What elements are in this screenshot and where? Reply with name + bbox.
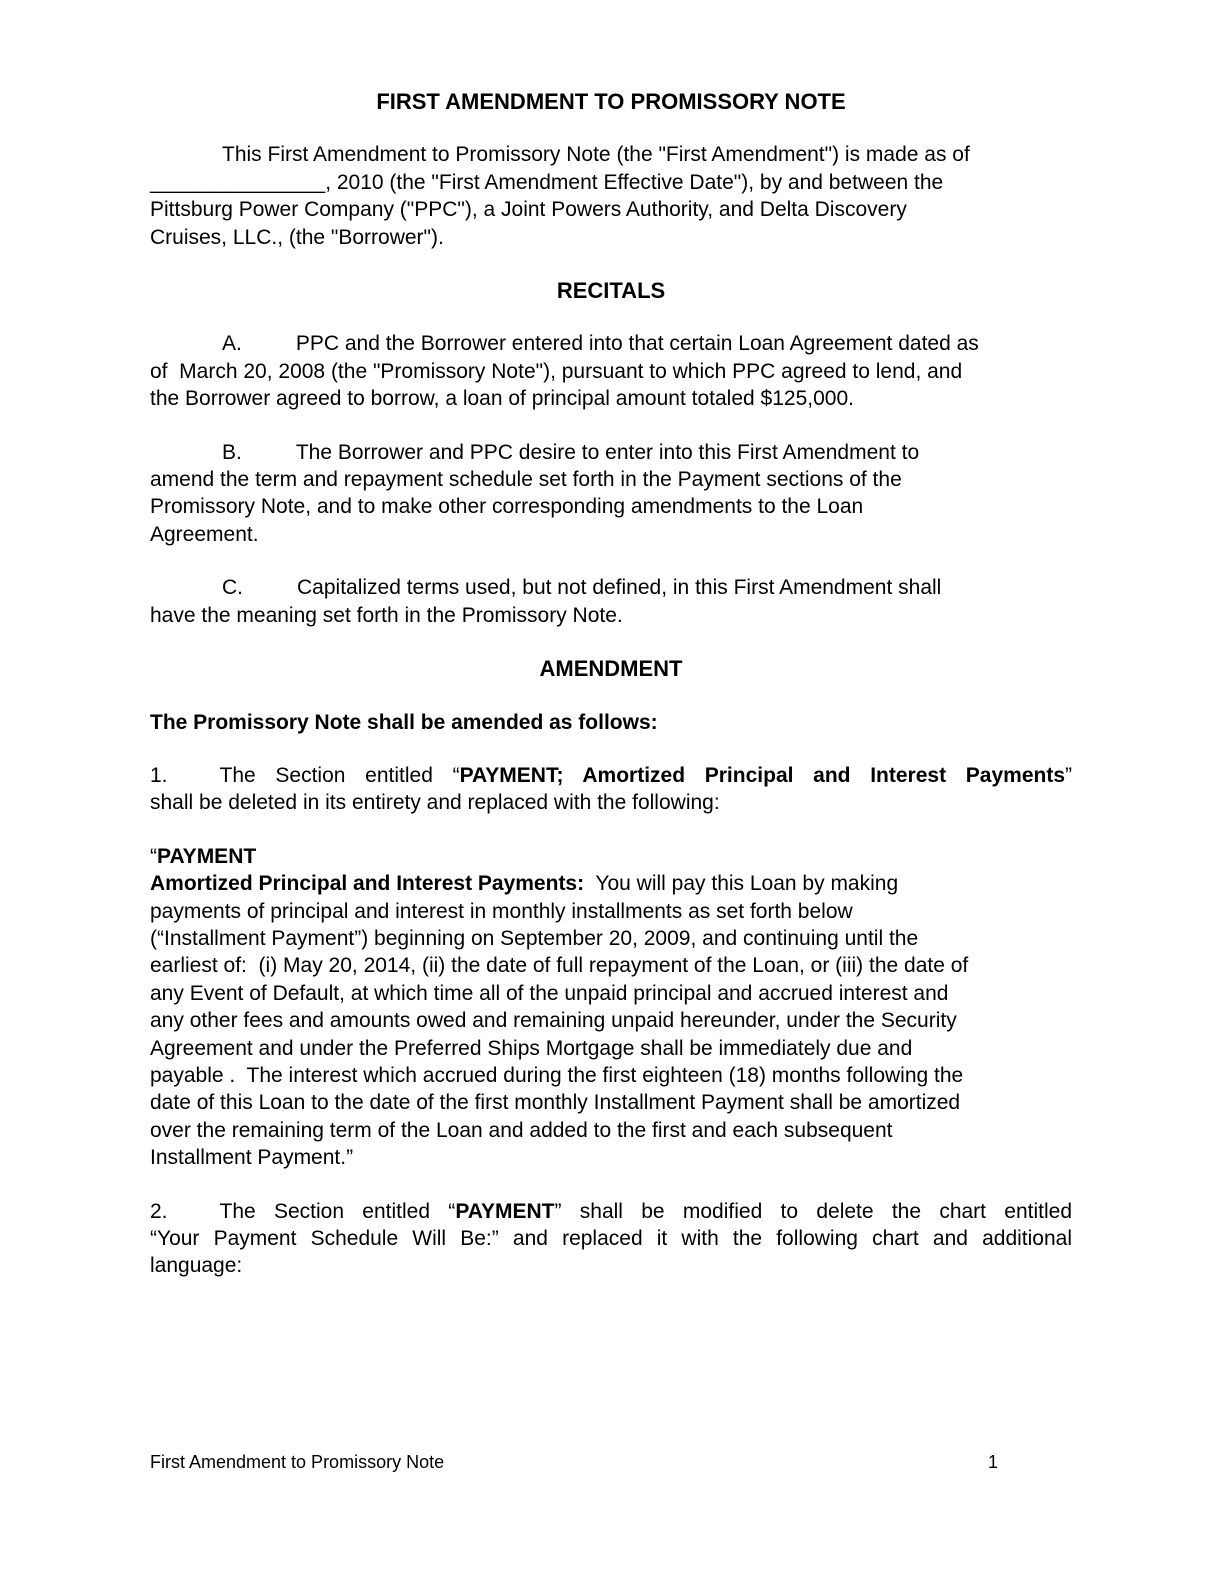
recital-a-text: PPC and the Borrower entered into that certain Loan Agreement dated as (295, 332, 979, 356)
item-1-bold-text: PAYMENT; Amortized Principal and Interest Payments (459, 763, 1065, 787)
recital-b-label: B. (222, 440, 242, 464)
text-line: Pittsburg Power Company ("PPC"), a Joint Powers Authority, and Delta Discovery (150, 198, 907, 222)
recital-a-label: A. (222, 332, 242, 356)
text-line: (“Installment Payment”) beginning on September 20, 2009, and continuing until the (150, 926, 919, 950)
text-line: Cruises, LLC., (the "Borrower"). (150, 225, 444, 249)
item-2-bold-text: PAYMENT (455, 1199, 555, 1223)
text-line: shall be deleted in its entirety and replaced with the following: (150, 791, 720, 815)
recital-c (150, 574, 1072, 629)
text-line (150, 330, 1072, 357)
recitals-heading: RECITALS (556, 278, 666, 304)
text-line: date of this Loan to the date of the first monthly Installment Payment shall be amortized (150, 1091, 961, 1115)
text-line: amend the term and repayment schedule set forth in the Payment sections of the (150, 468, 902, 492)
text-line: Installment Payment.” (150, 1146, 354, 1170)
document-title: FIRST AMENDMENT TO PROMISSORY NOTE (376, 89, 846, 114)
text-line (150, 762, 1072, 789)
text-line: payable . The interest which accrued during the first eighteen (18) months following the (150, 1063, 964, 1087)
item-2-number: 2. (150, 1199, 168, 1223)
recital-a (150, 330, 1072, 412)
text-line: _______________, 2010 (the "First Amendment Effective Date"), by and between the (150, 170, 944, 194)
text-line: over the remaining term of the Loan and added to the first and each subsequent (150, 1118, 893, 1142)
document-content (150, 88, 1072, 1306)
text-line: The Promissory Note shall be amended as follows: (150, 710, 658, 734)
text-line: earliest of: (i) May 20, 2014, (ii) the date of full repayment of the Loan, or (iii) the date of (150, 954, 969, 978)
intro-paragraph (150, 141, 1072, 251)
text-line: of March 20, 2008 (the "Promissory Note"), pursuant to which PPC agreed to lend, and (150, 359, 963, 383)
text-line (150, 439, 1072, 466)
payment-subheading: Amortized Principal and Interest Payments: (150, 872, 585, 896)
text-line (150, 1198, 1072, 1225)
amendment-item-2 (150, 1198, 1072, 1280)
payment-open-quote: “ (150, 844, 157, 868)
text-line (150, 574, 1072, 601)
amendment-item-1 (150, 762, 1072, 817)
text-line (150, 843, 1072, 870)
item-1-close-quote: ” (1065, 763, 1072, 787)
text-line: Promissory Note, and to make other corresponding amendments to the Loan (150, 495, 864, 519)
text-line: the Borrower agreed to borrow, a loan of principal amount totaled $125,000. (150, 387, 854, 411)
text-line: language: (150, 1254, 243, 1278)
amendment-heading: AMENDMENT (539, 656, 683, 682)
text-line: “Your Payment Schedule Will Be:” and replaced it with the following chart and additional (150, 1227, 1072, 1250)
item-2-post: ” shall be modified to delete the chart entitled (554, 1199, 1072, 1223)
payment-paragraph (150, 843, 1072, 1172)
item-1-pre: The Section entitled “ (219, 763, 460, 787)
text-line: Agreement and under the Preferred Ships Mortgage shall be immediately due and (150, 1036, 913, 1060)
text-line: any Event of Default, at which time all of the unpaid principal and accrued interest and (150, 981, 949, 1005)
item-2-pre: The Section entitled “ (219, 1199, 456, 1223)
text-line: Agreement. (150, 522, 259, 546)
text-line: This First Amendment to Promissory Note (the "First Amendment") is made as of (222, 143, 970, 167)
payment-body-start: You will pay this Loan by making (584, 872, 899, 896)
item-1-number: 1. (150, 763, 168, 787)
recital-c-label: C. (222, 576, 243, 600)
text-line: any other fees and amounts owed and remaining unpaid hereunder, under the Security (150, 1009, 957, 1033)
recital-c-text: Capitalized terms used, but not defined, in this First Amendment shall (297, 576, 942, 600)
page-number: 1 (988, 1452, 999, 1472)
recital-b-text: The Borrower and PPC desire to enter into this First Amendment to (295, 440, 920, 464)
footer-title: First Amendment to Promissory Note (150, 1452, 445, 1472)
recital-b (150, 439, 1072, 549)
text-line (150, 870, 1072, 897)
amendment-intro (150, 709, 1072, 736)
payment-heading: PAYMENT (157, 844, 257, 868)
page-footer (150, 1450, 1072, 1474)
text-line: have the meaning set forth in the Promissory Note. (150, 603, 623, 627)
text-line: payments of principal and interest in monthly installments as set forth below (150, 899, 853, 923)
